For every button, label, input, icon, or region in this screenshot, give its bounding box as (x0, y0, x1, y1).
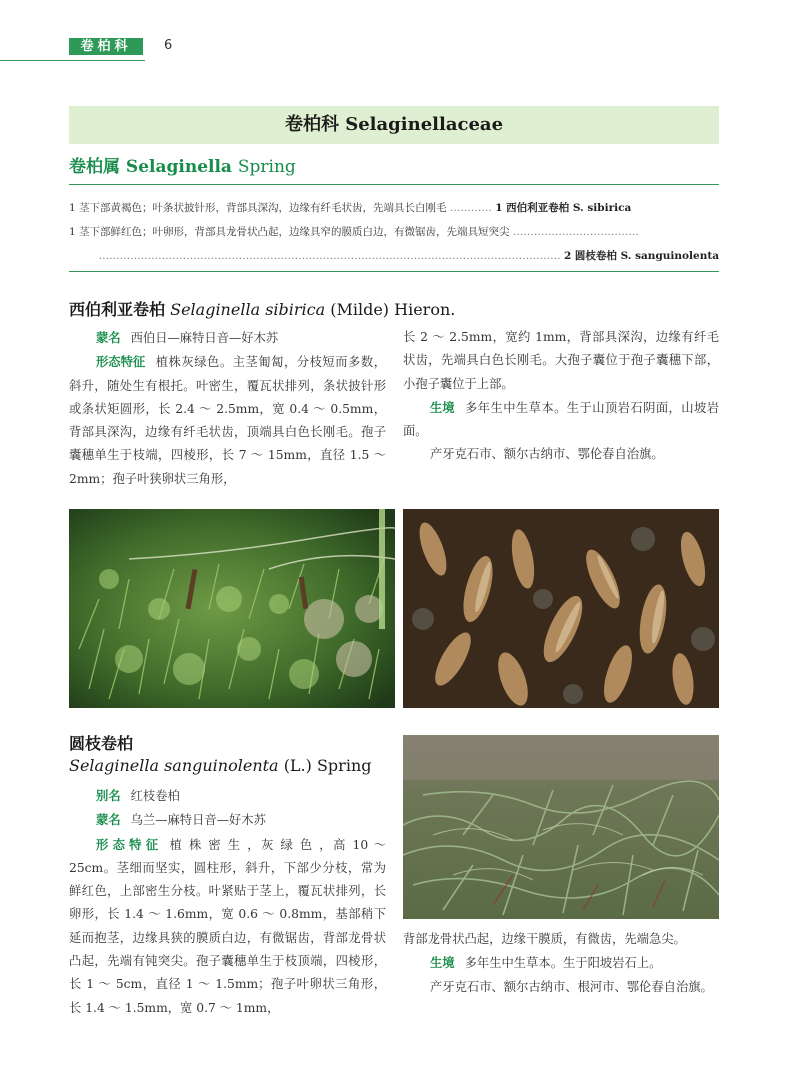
section-tab: 卷柏科 (69, 38, 143, 55)
key-leader: ………… (449, 202, 492, 214)
species1-cn: 西伯利亚卷柏 (69, 300, 166, 319)
family-title: 卷柏科 Selaginellaceae (69, 106, 719, 144)
alias-label: 别名 (96, 788, 121, 803)
morph-label: 形态特征 (96, 354, 146, 370)
species1-title (69, 297, 455, 320)
morph-text: 植 株 密 生 ，灰 绿 色 ，高 10 ～ 25cm。茎细而坚实，圆柱形，斜升，下部少分枝，常为鲜红色，上部密生分枝。叶紧贴于茎上，覆瓦状排列，长卵形，长 1.4 ～ 1.6mm，宽 0.6 ～ 0.8mm，基部稍下延而抱茎，边缘具狭的膜质白边，有微锯齿，背部龙骨状凸起，先端有钝突尖。孢子囊穗单生于枝顶端，四棱形，长 1 ～ 5cm，直径 1 ～ 1.5mm；孢子叶卵状三角形，长 1.4 ～ 1.5mm，宽 0.7 ～ 1mm， (69, 837, 386, 1015)
key-bottom-rule (69, 271, 719, 272)
species2-right-column (403, 928, 719, 999)
species2-distribution: 产牙克石市、额尔古纳市、根河市、鄂伦春自治旗。 (430, 979, 713, 994)
species2-latin: Selaginella sanguinolenta (69, 756, 279, 775)
species1-photo-plant (69, 509, 395, 708)
habitat-text: 多年生中生草本。生于阳坡岩石上。 (464, 956, 662, 971)
key-top-rule (69, 184, 719, 185)
header-rule (0, 60, 145, 61)
mongol-text: 乌兰—麻特日音—好木苏 (130, 813, 266, 828)
species1-latin: Selaginella sibirica (170, 300, 326, 319)
genus-author: Spring (237, 157, 296, 177)
genus-heading (69, 152, 296, 177)
species2-photo-plant (403, 735, 719, 919)
species1-left-column (69, 326, 386, 491)
species1-distribution: 产牙克石市、额尔古纳市、鄂伦春自治旗。 (430, 447, 664, 462)
species1-continued: 长 2 ～ 2.5mm，宽约 1mm，背部具深沟，边缘有纤毛状齿，先端具白色长刚毛。大孢子囊位于孢子囊穗下部，小孢子囊位于上部。 (403, 330, 719, 391)
habitat-label: 生境 (430, 399, 455, 415)
mongol-label: 蒙名 (96, 812, 121, 828)
mongol-text: 西伯日—麻特日音—好木苏 (130, 331, 279, 345)
mongol-label: 蒙名 (96, 330, 121, 345)
key-line-1 (69, 200, 719, 215)
key-leader: ……………………………… (512, 226, 639, 238)
page-number: 6 (164, 38, 173, 53)
species2-habitat (403, 951, 719, 975)
species2-continued: 背部龙骨状凸起，边缘干膜质，有微齿，先端急尖。 (403, 932, 686, 946)
key-text: 1 茎下部黄褐色；叶条状披针形，背部具深沟，边缘有纤毛状齿，先端具长白刚毛 (69, 202, 447, 214)
species2-title-cn (69, 731, 133, 754)
morph-label: 形 态 特 征 (96, 836, 159, 852)
species1-author: (Milde) Hieron. (330, 300, 456, 319)
species2-alias (69, 784, 386, 808)
key-result: 2 圆枝卷柏 S. sanguinolenta (563, 250, 719, 262)
running-head (0, 34, 200, 64)
key-line-2 (69, 224, 719, 239)
species1-morph (69, 350, 386, 491)
species2-left-column (69, 784, 386, 1020)
species2-cn: 圆枝卷柏 (69, 734, 134, 753)
alias-text: 红枝卷柏 (130, 789, 180, 803)
key-result: 1 西伯利亚卷柏 S. sibirica (495, 202, 632, 214)
genus-latin: Selaginella (125, 157, 232, 177)
key-leader: …………………………………………………………………………………………………………………… (98, 250, 561, 262)
genus-cn: 卷柏属 (69, 157, 120, 177)
species2-morph (69, 833, 386, 1020)
species2-author: (L.) Spring (283, 756, 372, 775)
species2-mongol (69, 808, 386, 832)
species1-photo-strobili (403, 509, 719, 708)
key-line-3 (69, 248, 719, 263)
species1-right-column (403, 326, 719, 467)
habitat-label: 生境 (430, 955, 455, 971)
species2-title-latin (69, 756, 371, 775)
morph-text: 植株灰绿色。主茎匍匐，分枝短而多数，斜升，随处生有根托。叶密生，覆瓦状排列，条状披针形或条状矩圆形，长 2.4 ～ 2.5mm，宽 0.4 ～ 0.5mm，背部具深沟，边缘有纤毛状齿，顶端具白色长刚毛。孢子囊穗单生于枝端，四棱形，长 7 ～ 15mm，直径 1.5 ～ 2mm；孢子叶狭卵状三角形， (69, 355, 386, 486)
species1-mongol (69, 326, 386, 350)
species1-habitat (403, 396, 719, 444)
habitat-text: 多年生中生草本。生于山顶岩石阴面，山坡岩面。 (403, 400, 719, 439)
key-text: 1 茎下部鲜红色；叶卵形，背部具龙骨状凸起，边缘具窄的膜质白边，有微锯齿，先端具短突尖 (69, 226, 510, 238)
